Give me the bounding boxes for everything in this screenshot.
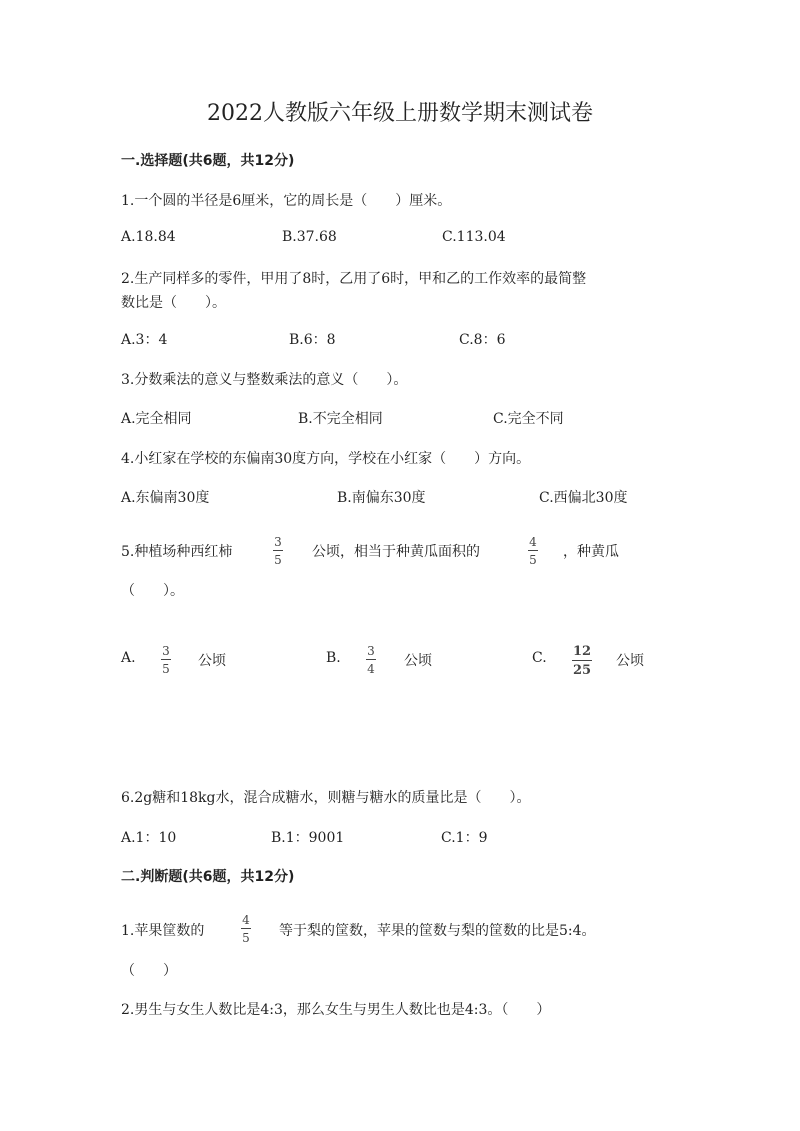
- fraction-numerator: 4: [529, 535, 537, 549]
- question-3-option-b: B.不完全相同: [298, 411, 383, 427]
- question-4-option-c: C.西偏北30度: [539, 490, 628, 506]
- fraction-denominator: 25: [573, 663, 592, 678]
- question-6-option-c: C.1：9: [441, 830, 488, 846]
- question-6-option-b: B.1：9001: [271, 830, 345, 846]
- question-3-option-c: C.完全不同: [493, 411, 564, 427]
- question-5-fraction-1: [273, 536, 283, 566]
- question-1-option-a: A.18.84: [121, 229, 176, 245]
- fraction-denominator: 5: [274, 553, 282, 567]
- fraction-denominator: 4: [367, 662, 375, 676]
- question-4-option-a: A.东偏南30度: [121, 490, 210, 506]
- question-5-option-b-label: B.: [326, 650, 341, 666]
- fraction-numerator: 4: [242, 913, 250, 927]
- judgment-1-text-part2: 等于梨的筐数，苹果的筐数与梨的筐数的比是5:4。: [279, 923, 596, 939]
- fraction-denominator: 5: [162, 662, 170, 676]
- question-6-option-a: A.1：10: [121, 830, 177, 846]
- question-5-text-line2: （ ）。: [121, 583, 184, 599]
- fraction-numerator: 3: [367, 644, 375, 658]
- judgment-2-text: 2.男生与女生人数比是4:3，那么女生与男生人数比也是4:3。（ ）: [121, 1002, 551, 1018]
- section-heading-choice: 一.选择题(共6题，共12分): [121, 153, 295, 169]
- fraction-denominator: 5: [242, 931, 250, 945]
- question-5-option-c-label: C.: [532, 650, 547, 666]
- question-5-option-b-unit: 公顷: [404, 653, 432, 669]
- question-3-option-a: A.完全相同: [121, 411, 192, 427]
- question-1-option-c: C.113.04: [442, 229, 506, 245]
- question-5-option-a-label: A.: [121, 650, 136, 666]
- question-2-option-c: C.8：6: [459, 332, 506, 348]
- question-5-option-a-unit: 公顷: [198, 653, 226, 669]
- question-1-option-b: B.37.68: [282, 229, 337, 245]
- question-5-option-c-fraction: [572, 645, 592, 677]
- question-5-option-a-fraction: [161, 645, 171, 675]
- judgment-1-answer-blank: （ ）: [121, 963, 177, 979]
- fraction-numerator: 3: [162, 644, 170, 658]
- question-6-text: 6.2g糖和18kg水，混合成糖水，则糖与糖水的质量比是（ ）。: [121, 790, 531, 806]
- judgment-1-text-part1: 1.苹果筐数的: [121, 923, 205, 939]
- fraction-numerator: 12: [573, 644, 592, 659]
- question-2-text-line1: 2.生产同样多的零件，甲用了8时，乙用了6时，甲和乙的工作效率的最简整: [121, 271, 587, 287]
- fraction-denominator: 5: [529, 553, 537, 567]
- question-2-option-a: A.3：4: [121, 332, 168, 348]
- question-5-text-part3: ，种黄瓜: [563, 544, 619, 560]
- question-4-text: 4.小红家在学校的东偏南30度方向，学校在小红家（ ）方向。: [121, 451, 531, 467]
- question-5-text-part1: 5.种植场种西红柿: [121, 544, 233, 560]
- question-5-option-c-unit: 公顷: [616, 653, 644, 669]
- judgment-1-fraction: [241, 914, 251, 944]
- question-5-option-b-fraction: [366, 645, 376, 675]
- question-5-fraction-2: [528, 536, 538, 566]
- section-heading-judgment: 二.判断题(共6题，共12分): [121, 869, 295, 885]
- question-5-text-part2: 公顷，相当于种黄瓜面积的: [312, 544, 480, 560]
- question-2-text-line2: 数比是（ ）。: [121, 295, 226, 311]
- page-title: 2022人教版六年级上册数学期末测试卷: [207, 101, 593, 126]
- question-2-option-b: B.6：8: [289, 332, 336, 348]
- question-1-text: 1.一个圆的半径是6厘米，它的周长是（ ）厘米。: [121, 193, 452, 209]
- question-4-option-b: B.南偏东30度: [337, 490, 426, 506]
- question-3-text: 3.分数乘法的意义与整数乘法的意义（ ）。: [121, 372, 408, 388]
- fraction-numerator: 3: [274, 535, 282, 549]
